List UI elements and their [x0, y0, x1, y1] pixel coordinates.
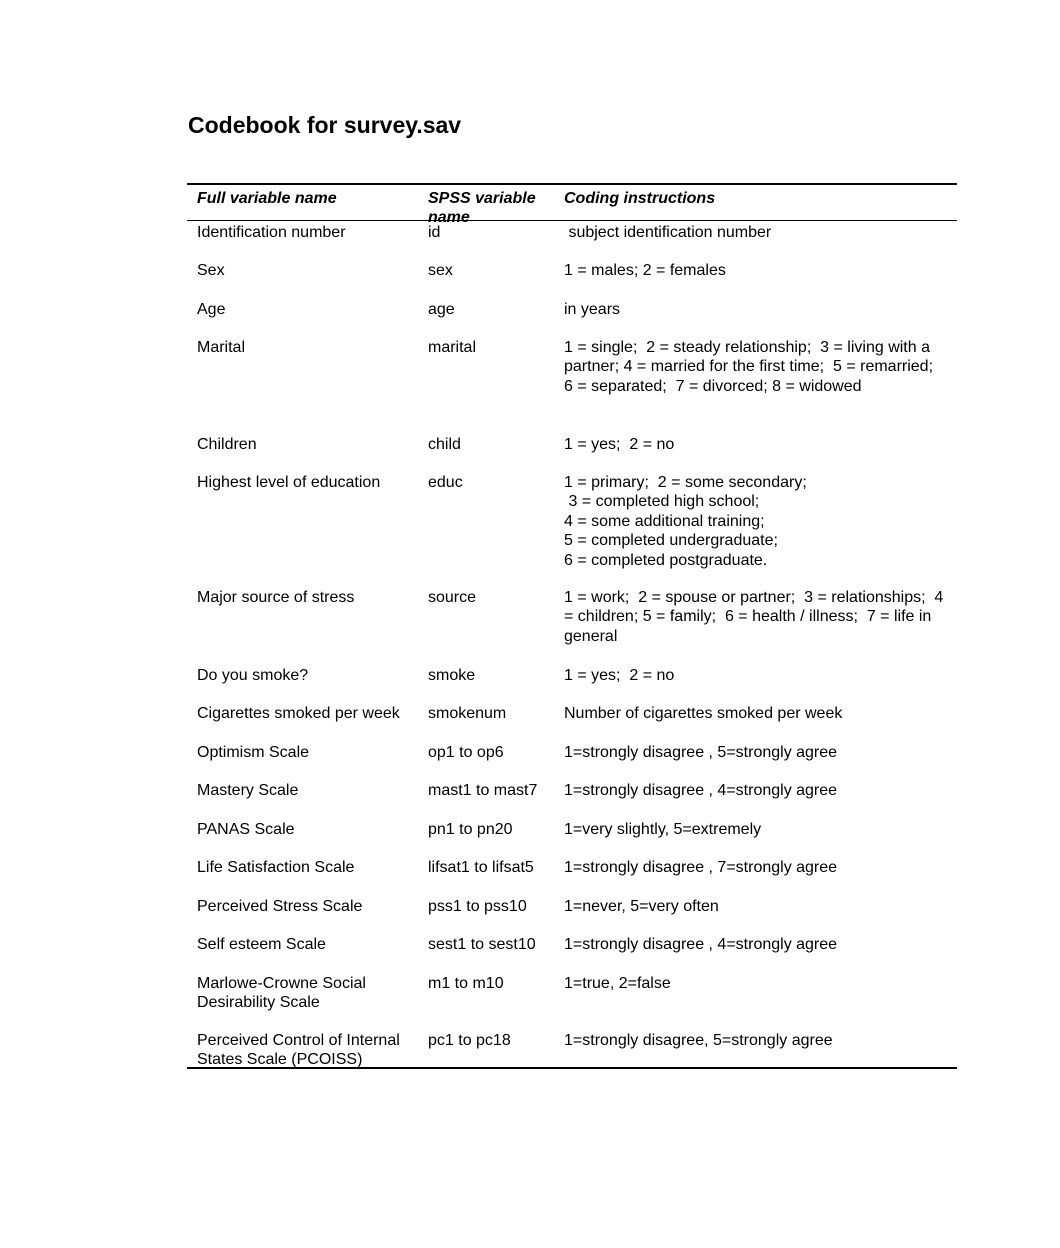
cell-coding: 1=strongly disagree , 5=strongly agree	[564, 744, 838, 761]
cell-spss-name: pc1 to pc18	[428, 1032, 511, 1049]
page-title: Codebook for survey.sav	[188, 112, 462, 138]
table-row	[187, 259, 957, 298]
cell-coding: 1=never, 5=very often	[564, 898, 719, 915]
table-row	[187, 221, 957, 259]
cell-full-name: Children	[197, 436, 257, 453]
table-row	[187, 336, 957, 433]
cell-full-name: PANAS Scale	[197, 821, 295, 838]
cell-spss-name: m1 to m10	[428, 975, 504, 992]
table-row	[187, 933, 957, 972]
header-spss-name: SPSS variable name	[428, 190, 536, 227]
cell-coding: 1=strongly disagree , 4=strongly agree	[564, 782, 838, 799]
cell-coding: 1=strongly disagree , 4=strongly agree	[564, 936, 838, 953]
cell-full-name: Self esteem Scale	[197, 936, 326, 953]
table-row	[187, 433, 957, 471]
table-row	[187, 895, 957, 933]
cell-spss-name: smokenum	[428, 705, 507, 722]
cell-full-name: Age	[197, 301, 226, 318]
cell-full-name: Marital	[197, 339, 246, 356]
table-body	[187, 221, 957, 1067]
table-row	[187, 702, 957, 741]
cell-coding: 1 = yes; 2 = no	[564, 436, 675, 453]
table-row	[187, 586, 957, 664]
cell-coding: 1=true, 2=false	[564, 975, 671, 992]
table-row	[187, 818, 957, 856]
cell-spss-name: child	[428, 436, 461, 453]
table-row	[187, 856, 957, 895]
cell-full-name: Identification number	[197, 224, 346, 241]
cell-coding: 1 = yes; 2 = no	[564, 667, 675, 684]
header-full-name: Full variable name	[197, 190, 337, 207]
codebook-table	[187, 183, 957, 1069]
cell-full-name: Sex	[197, 262, 225, 279]
header-coding: Coding instructions	[564, 190, 716, 207]
cell-coding: Number of cigarettes smoked per week	[564, 705, 843, 722]
cell-spss-name: pn1 to pn20	[428, 821, 513, 838]
cell-coding: subject identification number	[564, 224, 772, 241]
cell-full-name: Perceived Control of Internal States Scale (PCOISS)	[197, 1032, 400, 1069]
cell-full-name: Mastery Scale	[197, 782, 299, 799]
table-row	[187, 471, 957, 586]
cell-spss-name: marital	[428, 339, 477, 356]
cell-full-name: Life Satisfaction Scale	[197, 859, 355, 876]
table-row	[187, 741, 957, 779]
cell-full-name: Optimism Scale	[197, 744, 310, 761]
cell-spss-name: pss1 to pss10	[428, 898, 527, 915]
cell-full-name: Major source of stress	[197, 589, 355, 606]
table-row	[187, 779, 957, 818]
cell-coding: 1 = primary; 2 = some secondary; 3 = completed high school; 4 = some additional training; 5 = completed undergraduate; 6 = completed postgraduate.	[564, 474, 807, 569]
cell-coding: in years	[564, 301, 621, 318]
cell-coding: 1 = work; 2 = spouse or partner; 3 = relationships; 4 = children; 5 = family; 6 = health / illness; 7 = life in general	[564, 589, 948, 645]
cell-spss-name: op1 to op6	[428, 744, 504, 761]
table-row	[187, 1029, 957, 1067]
cell-full-name: Perceived Stress Scale	[197, 898, 363, 915]
table-row	[187, 298, 957, 336]
table-row	[187, 972, 957, 1029]
cell-spss-name: smoke	[428, 667, 476, 684]
cell-coding: 1 = males; 2 = females	[564, 262, 726, 279]
cell-spss-name: source	[428, 589, 477, 606]
cell-coding: 1=very slightly, 5=extremely	[564, 821, 762, 838]
cell-spss-name: mast1 to mast7	[428, 782, 538, 799]
cell-spss-name: id	[428, 224, 441, 241]
table-row	[187, 664, 957, 702]
cell-coding: 1 = single; 2 = steady relationship; 3 = living with a partner; 4 = married for the first time; 5 = remarried; 6 = separated; 7 = divorced; 8 = widowed	[564, 339, 942, 395]
cell-full-name: Do you smoke?	[197, 667, 309, 684]
cell-spss-name: educ	[428, 474, 463, 491]
table-header	[187, 185, 957, 227]
cell-coding: 1=strongly disagree , 7=strongly agree	[564, 859, 838, 876]
cell-full-name: Highest level of education	[197, 474, 381, 491]
cell-spss-name: sex	[428, 262, 453, 279]
cell-spss-name: age	[428, 301, 455, 318]
cell-full-name: Marlowe-Crowne Social Desirability Scale	[197, 975, 366, 1012]
cell-spss-name: sest1 to sest10	[428, 936, 536, 953]
cell-coding: 1=strongly disagree, 5=strongly agree	[564, 1032, 833, 1049]
cell-full-name: Cigarettes smoked per week	[197, 705, 400, 722]
cell-spss-name: lifsat1 to lifsat5	[428, 859, 534, 876]
